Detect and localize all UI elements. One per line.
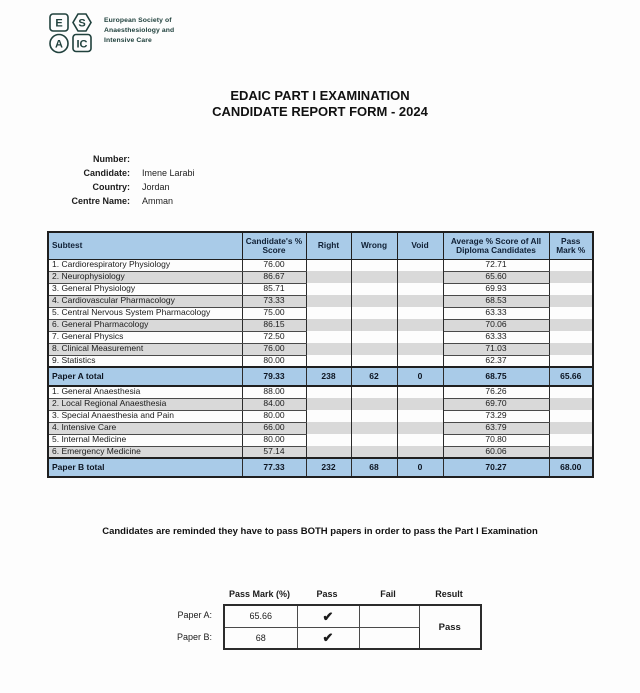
score-cell: 80.00	[242, 434, 306, 446]
reminder-note: Candidates are reminded they have to pass BOTH papers in order to pass the Part I Examination	[102, 526, 538, 537]
table-row	[48, 307, 593, 319]
summary-table	[223, 604, 482, 650]
right-cell	[306, 307, 351, 319]
right-cell	[306, 343, 351, 355]
score-cell: 86.15	[242, 319, 306, 331]
logo-org-line: European Society of	[104, 17, 172, 24]
centre-name-value: Amman	[142, 196, 174, 206]
subtest-cell: 1. General Anaesthesia	[48, 386, 242, 398]
table-row	[48, 386, 593, 398]
paper-a-label: Paper A:	[177, 610, 212, 620]
header-average: Average % Score of All Diploma Candidates	[443, 232, 549, 259]
summary-header-fail: Fail	[380, 589, 396, 599]
average-cell: 62.37	[443, 355, 549, 367]
void-cell	[397, 386, 443, 398]
wrong-cell	[351, 355, 397, 367]
average-cell: 69.93	[443, 283, 549, 295]
subtest-cell: 6. General Pharmacology	[48, 319, 242, 331]
right-cell	[306, 295, 351, 307]
table-row	[48, 446, 593, 458]
table-row	[48, 355, 593, 367]
subtest-cell: 8. Clinical Measurement	[48, 343, 242, 355]
passmark-cell	[549, 259, 593, 271]
paper-a-passmark-cell: 65.66	[224, 605, 297, 627]
void-cell	[397, 319, 443, 331]
total-average-cell: 70.27	[443, 458, 549, 477]
table-row	[48, 259, 593, 271]
score-cell: 73.33	[242, 295, 306, 307]
subtest-cell: 5. Internal Medicine	[48, 434, 242, 446]
void-cell	[397, 271, 443, 283]
wrong-cell	[351, 259, 397, 271]
country-value: Jordan	[142, 182, 170, 192]
total-passmark-cell: 68.00	[549, 458, 593, 477]
table-row	[48, 295, 593, 307]
logo-letter-a: A	[55, 38, 63, 51]
summary-header-result: Result	[435, 589, 463, 599]
average-cell: 60.06	[443, 446, 549, 458]
candidate-name-value: Imene Larabi	[142, 168, 195, 178]
void-cell	[397, 398, 443, 410]
esaic-logo	[48, 12, 174, 54]
table-row	[48, 331, 593, 343]
wrong-cell	[351, 331, 397, 343]
average-cell: 65.60	[443, 271, 549, 283]
subtest-cell: 4. Intensive Care	[48, 422, 242, 434]
void-cell	[397, 283, 443, 295]
average-cell: 70.80	[443, 434, 549, 446]
score-cell: 88.00	[242, 386, 306, 398]
total-label-cell: Paper B total	[48, 458, 242, 477]
logo-org-name	[104, 16, 174, 46]
total-passmark-cell: 65.66	[549, 367, 593, 386]
candidate-info	[48, 152, 195, 208]
right-cell	[306, 283, 351, 295]
wrong-cell	[351, 410, 397, 422]
passmark-cell	[549, 422, 593, 434]
score-cell: 75.00	[242, 307, 306, 319]
right-cell	[306, 434, 351, 446]
right-cell	[306, 398, 351, 410]
table-row	[48, 343, 593, 355]
summary-row-labels	[150, 604, 212, 648]
passmark-cell	[549, 295, 593, 307]
table-row	[48, 271, 593, 283]
results-table-wrap	[47, 231, 594, 478]
average-cell: 69.70	[443, 398, 549, 410]
candidate-label: Candidate:	[83, 168, 130, 178]
void-cell	[397, 307, 443, 319]
void-cell	[397, 446, 443, 458]
void-cell	[397, 410, 443, 422]
total-score-cell: 77.33	[242, 458, 306, 477]
average-cell: 72.71	[443, 259, 549, 271]
centre-name-label: Centre Name:	[71, 196, 130, 206]
average-cell: 63.79	[443, 422, 549, 434]
right-cell	[306, 446, 351, 458]
header-pass-mark: Pass Mark %	[549, 232, 593, 259]
subtest-cell: 2. Local Regional Anaesthesia	[48, 398, 242, 410]
wrong-cell	[351, 283, 397, 295]
wrong-cell	[351, 386, 397, 398]
total-label-cell: Paper A total	[48, 367, 242, 386]
subtest-cell: 5. Central Nervous System Pharmacology	[48, 307, 242, 319]
header-candidate-score: Candidate's % Score	[242, 232, 306, 259]
average-cell: 71.03	[443, 343, 549, 355]
number-label: Number:	[92, 154, 130, 164]
passmark-cell	[549, 410, 593, 422]
score-cell: 76.00	[242, 343, 306, 355]
score-cell: 80.00	[242, 410, 306, 422]
score-cell: 84.00	[242, 398, 306, 410]
paper-b-fail-cell	[359, 627, 419, 649]
passmark-cell	[549, 343, 593, 355]
total-right-cell: 238	[306, 367, 351, 386]
passmark-cell	[549, 434, 593, 446]
summary-row-paper-a	[224, 605, 481, 627]
subtest-cell: 6. Emergency Medicine	[48, 446, 242, 458]
average-cell: 68.53	[443, 295, 549, 307]
table-row	[48, 410, 593, 422]
void-cell	[397, 355, 443, 367]
average-cell: 73.29	[443, 410, 549, 422]
subtest-cell: 9. Statistics	[48, 355, 242, 367]
passmark-cell	[549, 283, 593, 295]
score-cell: 80.00	[242, 355, 306, 367]
country-label: Country:	[92, 182, 130, 192]
wrong-cell	[351, 307, 397, 319]
right-cell	[306, 410, 351, 422]
wrong-cell	[351, 422, 397, 434]
wrong-cell	[351, 343, 397, 355]
subtest-cell: 3. Special Anaesthesia and Pain	[48, 410, 242, 422]
right-cell	[306, 319, 351, 331]
void-cell	[397, 295, 443, 307]
result-cell: Pass	[419, 605, 481, 649]
average-cell: 63.33	[443, 307, 549, 319]
void-cell	[397, 343, 443, 355]
table-row	[48, 422, 593, 434]
average-cell: 76.26	[443, 386, 549, 398]
header-right: Right	[306, 232, 351, 259]
passmark-cell	[549, 319, 593, 331]
logo-letters-ic: IC	[76, 38, 88, 51]
total-right-cell: 232	[306, 458, 351, 477]
subtest-cell: 7. General Physics	[48, 331, 242, 343]
results-table	[47, 231, 594, 478]
average-cell: 70.06	[443, 319, 549, 331]
void-cell	[397, 259, 443, 271]
score-cell: 72.50	[242, 331, 306, 343]
wrong-cell	[351, 434, 397, 446]
passmark-cell	[549, 307, 593, 319]
total-wrong-cell: 68	[351, 458, 397, 477]
logo-letter-s: S	[78, 17, 86, 30]
summary-header-pass-mark: Pass Mark (%)	[228, 589, 291, 599]
wrong-cell	[351, 319, 397, 331]
logo-org-line: Anaesthesiology and	[104, 27, 175, 34]
score-cell: 66.00	[242, 422, 306, 434]
void-cell	[397, 422, 443, 434]
right-cell	[306, 271, 351, 283]
total-void-cell: 0	[397, 458, 443, 477]
logo-letter-e: E	[55, 17, 63, 30]
score-cell: 76.00	[242, 259, 306, 271]
table-row	[48, 319, 593, 331]
score-cell: 86.67	[242, 271, 306, 283]
passmark-cell	[549, 398, 593, 410]
void-cell	[397, 434, 443, 446]
right-cell	[306, 355, 351, 367]
info-row-candidate	[48, 166, 195, 180]
passmark-cell	[549, 271, 593, 283]
total-score-cell: 79.33	[242, 367, 306, 386]
score-cell: 57.14	[242, 446, 306, 458]
wrong-cell	[351, 271, 397, 283]
paper-b-label: Paper B:	[176, 632, 212, 642]
paper-a-fail-cell	[359, 605, 419, 627]
total-wrong-cell: 62	[351, 367, 397, 386]
header-subtest: Subtest	[48, 232, 242, 259]
paper-a-pass-checkmark-icon: ✔	[297, 605, 359, 627]
header-void: Void	[397, 232, 443, 259]
passmark-cell	[549, 355, 593, 367]
info-row-centre	[48, 194, 195, 208]
title-line-1: EDAIC PART I EXAMINATION	[230, 88, 410, 103]
paper-b-passmark-cell: 68	[224, 627, 297, 649]
table-row	[48, 283, 593, 295]
esaic-logo-icon	[48, 12, 94, 54]
summary-headers	[223, 589, 480, 599]
void-cell	[397, 331, 443, 343]
right-cell	[306, 422, 351, 434]
total-average-cell: 68.75	[443, 367, 549, 386]
summary-header-pass: Pass	[316, 589, 338, 599]
info-row-country	[48, 180, 195, 194]
passmark-cell	[549, 386, 593, 398]
subtest-cell: 1. Cardiorespiratory Physiology	[48, 259, 242, 271]
subtest-cell: 2. Neurophysiology	[48, 271, 242, 283]
logo-org-line: Intensive Care	[104, 37, 152, 44]
average-cell: 63.33	[443, 331, 549, 343]
paper-b-total-row	[48, 458, 593, 477]
right-cell	[306, 331, 351, 343]
page-title	[0, 88, 640, 120]
total-void-cell: 0	[397, 367, 443, 386]
right-cell	[306, 386, 351, 398]
table-row	[48, 398, 593, 410]
paper-a-total-row	[48, 367, 593, 386]
info-row-number	[48, 152, 195, 166]
subtest-cell: 4. Cardiovascular Pharmacology	[48, 295, 242, 307]
wrong-cell	[351, 398, 397, 410]
results-header-row	[48, 232, 593, 259]
passmark-cell	[549, 331, 593, 343]
header-wrong: Wrong	[351, 232, 397, 259]
wrong-cell	[351, 295, 397, 307]
subtest-cell: 3. General Physiology	[48, 283, 242, 295]
table-row	[48, 434, 593, 446]
wrong-cell	[351, 446, 397, 458]
title-line-2: CANDIDATE REPORT FORM - 2024	[212, 104, 428, 119]
score-cell: 85.71	[242, 283, 306, 295]
paper-b-pass-checkmark-icon: ✔	[297, 627, 359, 649]
right-cell	[306, 259, 351, 271]
passmark-cell	[549, 446, 593, 458]
